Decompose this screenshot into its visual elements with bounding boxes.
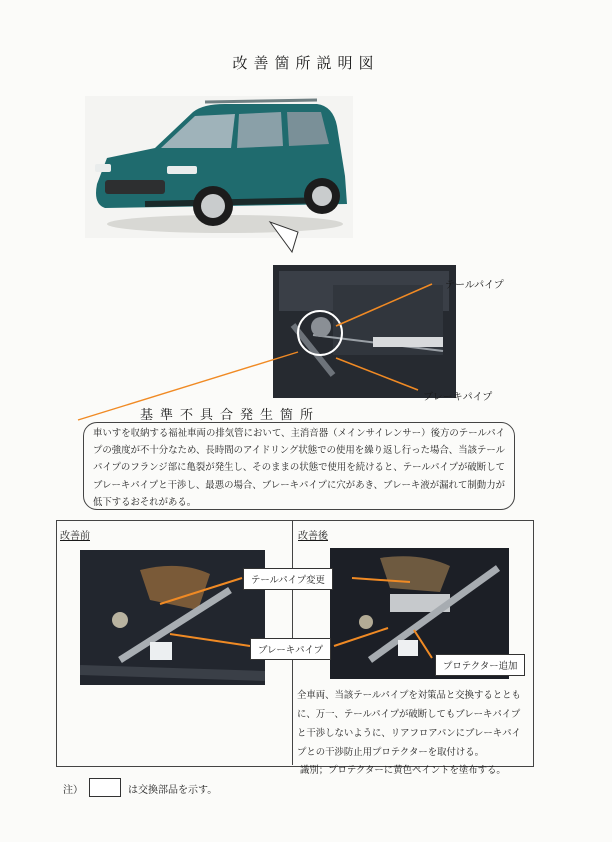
after-description: 全車両、当該テールパイプを対策品と交換するとともに、万一、テールパイプが破断してもブレーキパイプと干渉しないように、リアフロアパンにブレーキパイプとの干渉防止用プロテクターを取付ける。 — [297, 690, 521, 758]
defect-circle — [298, 311, 342, 355]
tail-pipe-change-callout: テールパイプ変更 — [243, 568, 333, 590]
before-label: 改善前 — [60, 531, 90, 542]
brake-pipe-label: ブレーキパイプ — [423, 392, 493, 403]
pointer-arrow — [270, 222, 298, 252]
after-label: 改善後 — [298, 531, 328, 542]
defect-heading: 基準不具合発生箇所 — [140, 408, 321, 423]
brake-pipe-line — [336, 358, 418, 390]
brake-pipe-callout: ブレーキパイプ — [250, 638, 331, 660]
note-prefix: 注） — [63, 785, 83, 796]
tail-pipe-label: テールパイプ — [445, 280, 504, 291]
identification-note: 識別；プロテクターに黄色ペイントを塗布する。 — [300, 765, 506, 776]
replacement-part-swatch — [89, 778, 121, 797]
protector-added-callout: プロテクター追加 — [435, 654, 525, 676]
tail-pipe-line — [336, 284, 432, 326]
page-title: 改善箇所説明図 — [232, 54, 380, 72]
defect-description: 車いすを収納する福祉車両の排気管において、主消音器（メインサイレンサー）後方のテールパイプの強度が不十分なため、長時間のアイドリング状態での使用を繰り返し行った場合、当該テールパイプのフランジ部に亀裂が発生し、そのままの状態で使用を続けると、テールパイプが破断してブレーキパイプと干渉し、最悪の場合、ブレーキパイプに穴があき、ブレーキ液が漏れて制動力が低下するおそれがある。 — [83, 422, 515, 510]
note-text: は交換部品を示す。 — [128, 785, 218, 796]
